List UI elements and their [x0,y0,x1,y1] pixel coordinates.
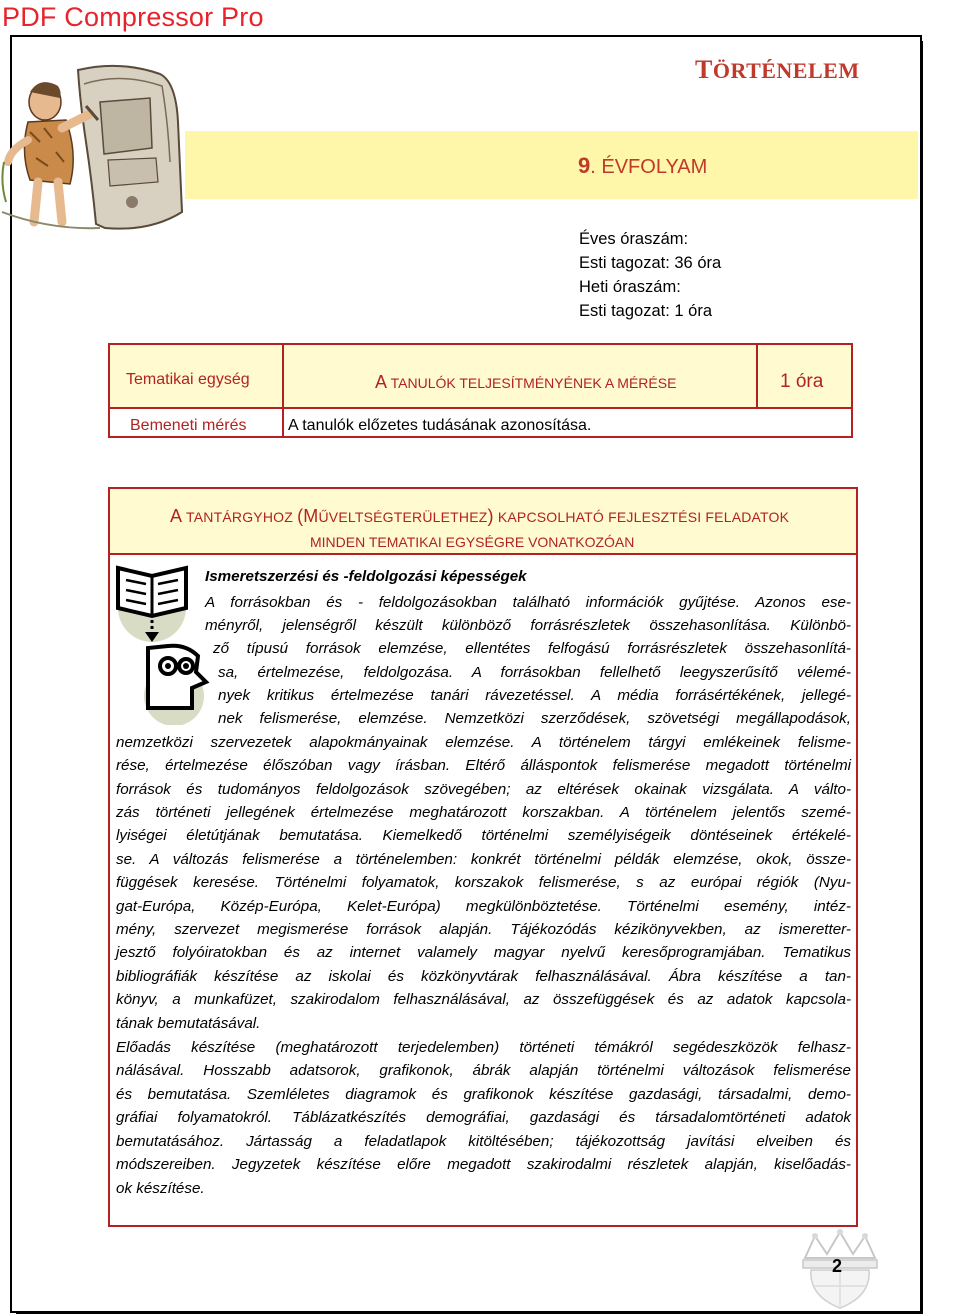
body-line: A forrásokban és - feldolgozásokban található információk gyűjtése. Azonos ese- [205,594,851,611]
body-line: nálásával. Hosszabb adatsorok, grafikonok, ábrák alapján történelmi változások felismerése [116,1062,851,1079]
thematic-unit-label: Tematikai egység [126,371,250,388]
thematic-unit-hours: 1 óra [780,371,824,392]
body-line: függések keresése. Történelmi folyamatok, korszakok felismerése, s az európai régiók (Nyu- [116,874,851,891]
body-line: nyek kritikus értelmezése tanári rávezetéssel. A média forrásértékének, jellegé- [218,687,851,704]
watermark-text: PDF Compressor Pro [2,2,264,32]
page-number: 2 [832,1256,843,1276]
body-line: bibliográfiák készítése az iskolai és közkönyvtárak felhasználásával. Ábra készítése a tan- [116,968,851,985]
body-line: gráfiai folyamatokról. Táblázatkészítés demográfiai, gazdasági és társadalomtörténeti adatok [116,1109,851,1126]
body-line: ményről, jelenségről készült különböző forrásrészletek összehasonlítása. Különbö- [205,617,851,634]
thematic-table [108,343,853,438]
caveman-illustration [0,62,190,237]
page-shadow [920,41,923,1311]
input-assessment-desc: A tanulók előzetes tudásának azonosítása. [288,417,592,434]
body-line: gat-Európa, Közép-Európa, Kelet-Európa) megkülönböztetése. Történelmi esemény, intéz- [116,898,851,915]
body-line: bemutatásához. Jártasság a feladatlapok kitöltésében; tájékozottság javítási elveiben és [116,1133,851,1150]
body-line: lyiségei életútjának bemutatása. Kiemelkedő történelmi személyiségeik döntéseinek értékelé- [116,827,851,844]
body-line: könyv, a munkafüzet, szakirodalom felhasználásával, az összefüggések és az adatok kapcsola- [116,991,851,1008]
body-line: sa, értelmezése, feldolgozása. A forrásokban fellelhető leegyszerűsítő vélemé- [218,664,851,681]
input-assessment-label: Bemeneti mérés [130,417,247,434]
grade-banner [185,131,918,199]
grade-label: 9. ÉVFOLYAM [578,153,708,178]
body-line: ok készítése. [116,1180,205,1197]
body-line: Előadás készítése (meghatározott terjedelemben) történeti témákról segédeszközök felhasz- [116,1039,851,1056]
body-line: források és tudományos feldolgozások szövegében; az eltérések okainak vizsgálata. A válto- [116,781,851,798]
thematic-unit-topic: A TANULÓK TELJESÍTMÉNYÉNEK A MÉRÉSE [375,372,677,392]
body-line: tának bemutatásával. [116,1015,261,1032]
tasks-title: A TANTÁRGYHOZ (MŰVELTSÉGTERÜLETHEZ) KAPCSOLHATÓ FEJLESZTÉSI FELADATOK [170,506,790,526]
body-line: se. A változás felismerése a történelemben: konkrét történelmi példák elemzése, okok, össze- [116,851,851,868]
body-line: ző típusú források elemzése, ellentétes felfogású forrásrészletek összehasonlítá- [213,640,851,657]
hours-line: Heti óraszám: [579,278,681,296]
subject-title: TÖRTÉNELEM [695,55,860,84]
body-line: és bemutatása. Szemléletes diagramok és grafikonok készítése gazdasági, társadalmi, demo- [116,1086,851,1103]
hours-block [579,227,721,323]
tasks-subtitle: MINDEN TEMATIKAI EGYSÉGRE VONATKOZÓAN [310,534,635,550]
body-line: nemzetközi szervezetek alapokmányainak elemzése. A történelem tárgyi emlékeinek felisme- [116,734,851,751]
page-shadow [16,1311,923,1314]
hours-line: Esti tagozat: 1 óra [579,302,712,320]
body-line: mény, szervezet megismerése források alapján. Tájékozódás kézikönyvekben, az ismeretter- [116,921,851,938]
hours-line: Esti tagozat: 36 óra [579,254,722,272]
hours-line: Éves óraszám: [579,230,689,248]
body-line: jesztő folyóiratokban és az internet valamely magyar nyelvű keresőprogramjában. Tematikus [116,944,851,961]
body-line: módszereiben. Jegyzetek készítése előre megadott szakirodalmi részletek alapján, kiselőadás- [116,1156,851,1173]
body-line: zás történeti jellegének értelmezése meghatározott korszakban. A történelem jelentős szemé- [116,804,851,821]
body-line: rése, értelmezése élőszóban vagy írásban. Eltérő álláspontok felismerése megadott történelmi [116,757,851,774]
book-icon [112,560,212,725]
body-line: nek felismerése, elemzése. Nemzetközi szerződések, szövetségi megállapodások, [218,710,851,727]
skill-heading: Ismeretszerzési és -feldolgozási képességek [205,568,527,585]
